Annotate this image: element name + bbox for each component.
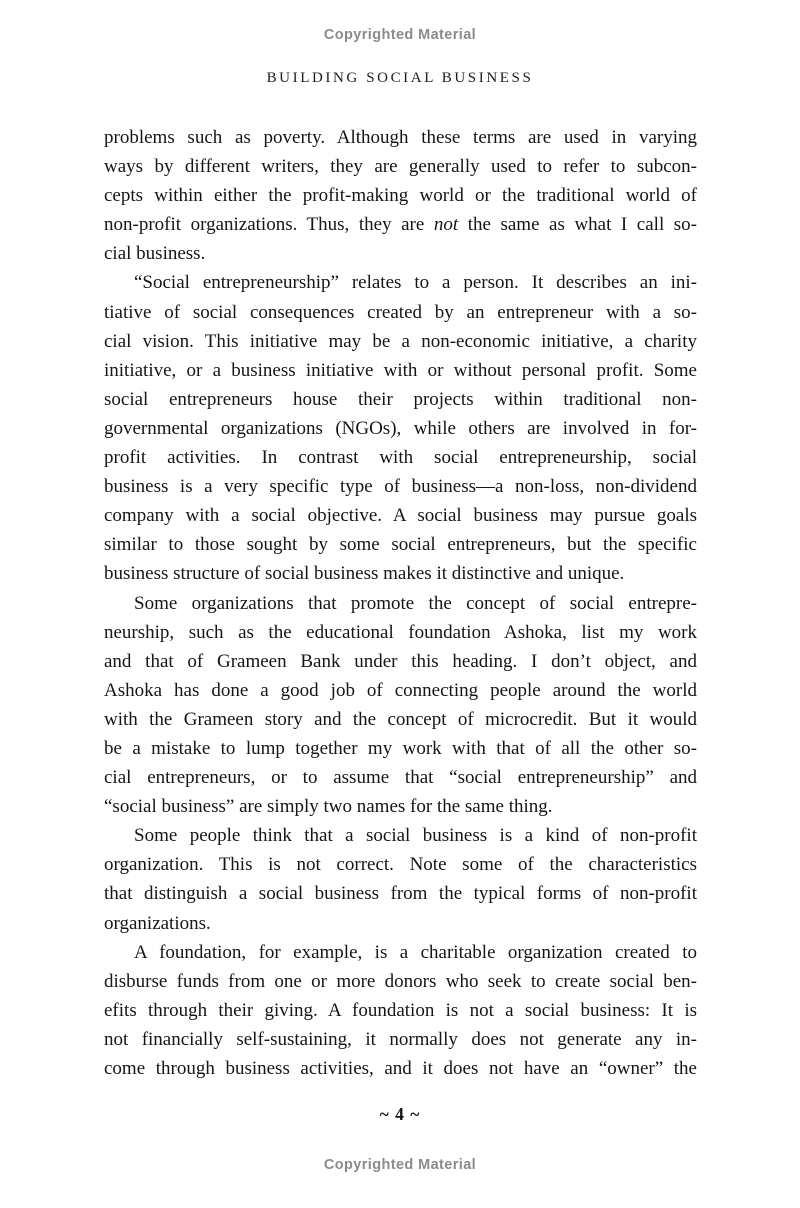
paragraph (104, 938, 697, 1083)
text-line: disburse funds from one or more donors who seek to create social ben- (104, 970, 697, 992)
text-line: non-profit organizations. Thus, they are not the same as what I call so- (104, 214, 697, 236)
text-line: not financially self-sustaining, it normally does not generate any in- (104, 1028, 697, 1050)
text-line: Some organizations that promote the concept of social entrepre- (134, 592, 697, 614)
text-line: A foundation, for example, is a charitable organization created to (134, 941, 697, 963)
text-line: come through business activities, and it does not have an “owner” the (104, 1058, 697, 1079)
text-line: problems such as poverty. Although these terms are used in varying (104, 127, 697, 148)
text-line: organization. This is not correct. Note some of the characteristics (104, 854, 697, 876)
text-line: “social business” are simply two names for the same thing. (104, 796, 553, 818)
text-line: profit activities. In contrast with social entrepreneurship, social (104, 447, 697, 469)
text-line: business structure of social business makes it distinctive and unique. (104, 563, 625, 585)
text-line: similar to those sought by some social entrepreneurs, but the specific (104, 534, 697, 556)
paragraph (104, 589, 697, 822)
text-line: Some people think that a social business is a kind of non-profit (134, 825, 697, 847)
text-line: neurship, such as the educational foundation Ashoka, list my work (104, 621, 697, 643)
text-line: Ashoka has done a good job of connecting people around the world (104, 679, 697, 701)
text-line: cial business. (104, 243, 206, 265)
text-line: ways by different writers, they are generally used to refer to subcon- (104, 156, 697, 178)
page-body-text (104, 123, 697, 1083)
running-head-title: BUILDING SOCIAL BUSINESS (266, 70, 534, 86)
text-line: company with a social objective. A social business may pursue goals (104, 505, 697, 527)
text-line: cepts within either the profit-making world or the traditional world of (104, 185, 697, 207)
text-line: cial vision. This initiative may be a non-economic initiative, a charity (104, 330, 697, 352)
text-line: cial entrepreneurs, or to assume that “social entrepreneurship” and (104, 767, 697, 789)
text-line: governmental organizations (NGOs), while others are involved in for- (104, 417, 697, 439)
text-line: and that of Grameen Bank under this heading. I don’t object, and (104, 650, 697, 672)
text-line: social entrepreneurs house their projects within traditional non- (104, 388, 697, 410)
text-line: organizations. (104, 912, 211, 934)
paragraph (104, 821, 697, 937)
text-line: initiative, or a business initiative with or without personal profit. Some (104, 359, 697, 381)
text-line: efits through their giving. A foundation is not a social business: It is (104, 999, 697, 1021)
copyright-notice-top: Copyrighted Material (323, 27, 477, 43)
page-number: ~ 4 ~ (379, 1104, 421, 1124)
text-line: “Social entrepreneurship” relates to a person. It describes an ini- (134, 272, 697, 294)
paragraph (104, 268, 697, 588)
text-line: tiative of social consequences created by an entrepreneur with a so- (104, 301, 697, 323)
text-line: be a mistake to lump together my work with that of all the other so- (104, 737, 697, 759)
paragraph (104, 123, 697, 268)
text-line: business is a very specific type of business—a non-loss, non-dividend (104, 476, 697, 498)
copyright-notice-bottom: Copyrighted Material (323, 1157, 477, 1173)
text-line: that distinguish a social business from the typical forms of non-profit (104, 883, 697, 905)
text-line: with the Grameen story and the concept of microcredit. But it would (104, 708, 697, 730)
